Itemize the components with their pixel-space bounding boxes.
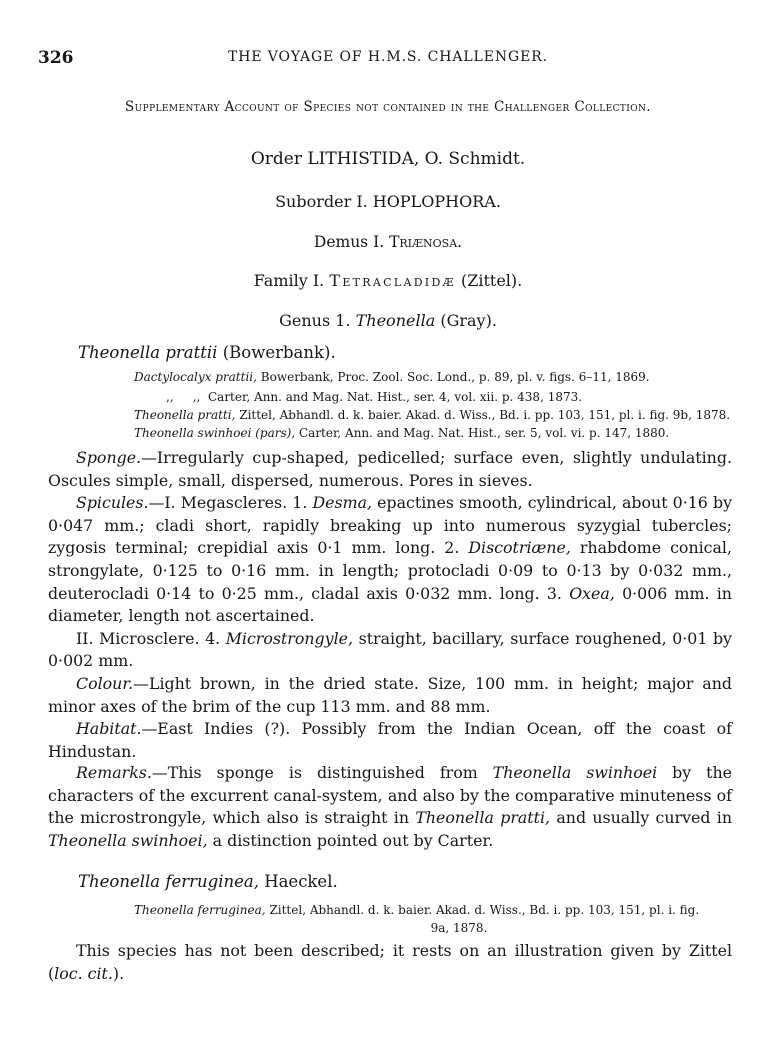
demus-heading xyxy=(0,233,776,251)
synonymy-ref xyxy=(166,390,582,404)
page-header xyxy=(0,48,776,72)
spicules-text: epactines smooth, cylindrical, about 0·16 by 0·047 mm.; cladi short, rapidly breaking up into numerous syzygial tubercles; zygosis terminal; crepidial axis 0·1 mm. long. 2. xyxy=(48,493,732,558)
remarks-text: —This sponge is distinguished from xyxy=(151,763,478,782)
ref-text: Zittel, Abhandl. d. k. baier. Akad. d. Wiss., Bd. i. pp. 103, 151, pl. i. fig. xyxy=(269,903,700,917)
synonymy-ref xyxy=(134,408,730,422)
synonymy-ref xyxy=(134,370,650,384)
ref-name: Dactylocalyx prattii, xyxy=(134,370,257,384)
species2-description xyxy=(48,940,732,985)
genus-prefix: Genus 1. xyxy=(279,311,351,330)
sponge-label: Sponge. xyxy=(76,448,142,467)
family-author: (Zittel). xyxy=(460,271,523,290)
demus-name: Triænosa. xyxy=(389,233,463,251)
species2-paragraph xyxy=(48,940,732,985)
running-head: THE VOYAGE OF H.M.S. CHALLENGER. xyxy=(227,49,549,65)
species-heading-2 xyxy=(78,872,338,891)
ref-text: Carter, Ann. and Mag. Nat. Hist., ser. 4, vol. xii. p. 438, 1873. xyxy=(207,390,583,404)
family-name: Tetracladidæ xyxy=(329,271,456,290)
synonymy-ref-2 xyxy=(134,901,724,937)
page-number: 326 xyxy=(38,48,74,68)
species-ref: Theonella swinhoei, xyxy=(48,830,208,850)
habitat-text: —East Indies (?). Possibly from the Indian Ocean, off the coast of Hindustan. xyxy=(48,719,732,761)
colour-label: Colour. xyxy=(76,673,134,693)
remarks-text: by the characters of the excurrent canal-system, and also by the comparative minuteness of the microstrongyle, which also is straight in xyxy=(48,763,732,828)
species-heading xyxy=(78,343,336,362)
spicule-term: Microstrongyle, xyxy=(225,628,354,648)
species2-author: Haeckel. xyxy=(264,872,338,891)
microsclere-paragraph xyxy=(48,628,732,673)
ref-name: Theonella swinhoei (pars), xyxy=(134,426,296,440)
species-author: (Bowerbank). xyxy=(222,343,336,362)
ref-text-cont: 9a, 1878. xyxy=(430,921,488,935)
microsclere-text: straight, bacillary, surface roughened, 0·01 by 0·002 mm. xyxy=(48,628,732,671)
ref-text: Carter, Ann. and Mag. Nat. Hist., ser. 5, vol. vi. p. 147, 1880. xyxy=(298,426,670,440)
spicules-label: Spicules. xyxy=(76,493,149,513)
genus-name: Theonella xyxy=(355,311,436,330)
species-name: Theonella prattii xyxy=(78,343,218,362)
ref-text: Zittel, Abhandl. d. k. baier. Akad. d. Wiss., Bd. i. pp. 103, 151, pl. i. fig. 9b, 1878. xyxy=(239,408,731,422)
habitat-paragraph xyxy=(48,718,732,763)
colour-text: —Light brown, in the dried state. Size, 100 mm. in height; major and minor axes of the brim of the cup 113 mm. and 88 mm. xyxy=(48,673,732,716)
remarks-block xyxy=(48,762,732,852)
spicules-text: 0·006 mm. in diameter, length not ascertained. xyxy=(48,583,732,626)
sponge-text: —Irregularly cup-shaped, pedicelled; surface even, slightly undulating. Oscules simple, small, dispersed, numerous. Pores in sieves. xyxy=(48,448,732,490)
ditto-marks: ,, ,, xyxy=(166,390,201,404)
spicule-term: Oxea, xyxy=(569,583,615,603)
spicule-term: Desma, xyxy=(312,493,373,513)
genus-heading xyxy=(0,311,776,330)
ref-name: Theonella pratti, xyxy=(134,408,236,422)
species2-text: This species has not been described; it rests on an illustration given by Zittel ( xyxy=(48,941,732,983)
spicules-paragraph xyxy=(48,492,732,628)
species2-name: Theonella ferruginea, xyxy=(78,872,259,891)
ref-text: Bowerbank, Proc. Zool. Soc. Lond., p. 89, pl. v. figs. 6–11, 1869. xyxy=(260,370,650,384)
family-prefix: Family I. xyxy=(253,271,325,290)
ref-name: Theonella ferruginea, xyxy=(134,903,266,917)
demus-prefix: Demus I. xyxy=(313,233,385,251)
suborder-heading: Suborder I. HOPLOPHORA. xyxy=(275,192,501,211)
remarks-paragraph xyxy=(48,762,732,852)
remarks-label: Remarks. xyxy=(76,763,152,782)
spicules-text: —I. Megascleres. 1. xyxy=(148,493,308,513)
species-description xyxy=(48,447,732,763)
spicule-term: Discotriæne, xyxy=(468,538,571,558)
loc-cit: loc. cit. xyxy=(54,963,113,983)
colour-paragraph xyxy=(48,673,732,718)
species-ref: Theonella swinhoei xyxy=(492,763,658,782)
microsclere-text: II. Microsclere. 4. xyxy=(76,628,221,648)
order-heading: Order LITHISTIDA, O. Schmidt. xyxy=(250,149,526,169)
species-ref: Theonella pratti, xyxy=(415,808,551,828)
habitat-label: Habitat. xyxy=(76,719,142,739)
supplementary-title: Supplementary Account of Species not contained in the Challenger Collection. xyxy=(125,99,651,115)
species2-text: ). xyxy=(112,963,125,983)
synonymy-ref xyxy=(134,426,669,440)
genus-author: (Gray). xyxy=(440,311,497,330)
remarks-text: and usually curved in xyxy=(556,808,732,828)
remarks-text: a distinction pointed out by Carter. xyxy=(212,830,494,850)
sponge-paragraph xyxy=(48,447,732,492)
spicules-text: rhabdome conical, strongylate, 0·125 to 0·16 mm. in length; protocladi 0·09 to 0·13 by 0·032 mm., deuterocladi 0·14 to 0·25 mm., cladal axis 0·032 mm. long. 3. xyxy=(48,538,733,603)
family-heading xyxy=(0,271,776,290)
